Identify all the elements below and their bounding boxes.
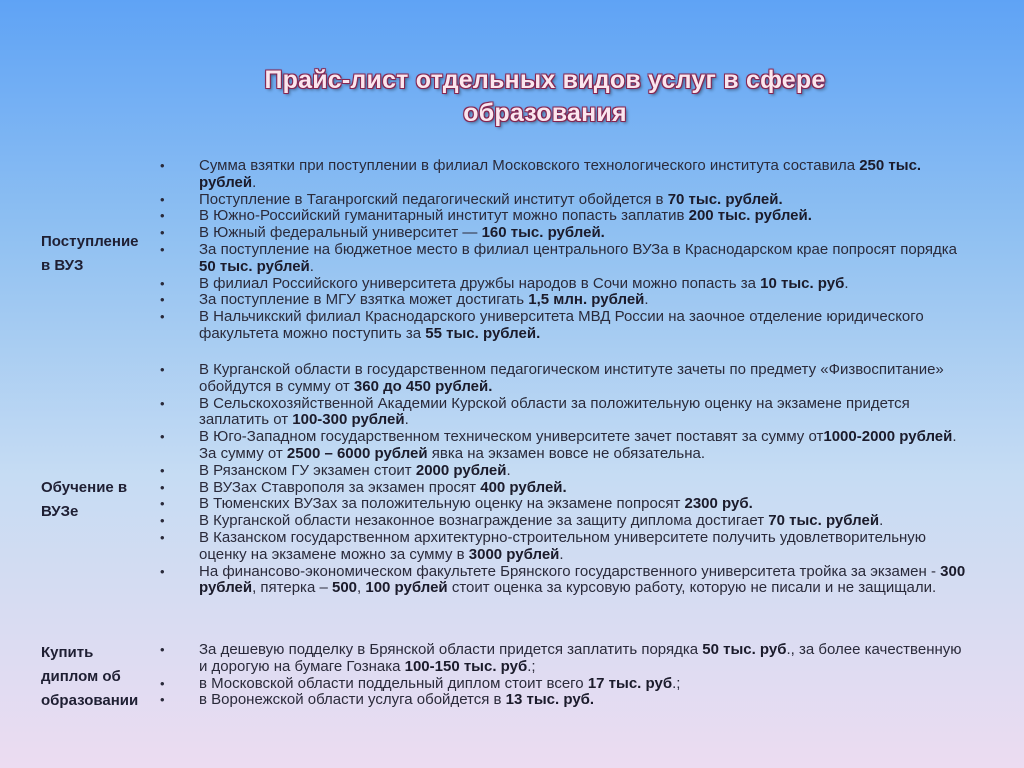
list-item: • Сумма взятки при поступлении в филиал Московского технологического института составила 250 тыс. рублей. bbox=[160, 157, 922, 191]
list-item: • В Нальчикский филиал Краснодарского университета МВД России на заочное отделение юридического факультета можно поступить за 55 тыс. рублей. bbox=[160, 308, 924, 342]
list-item: • В Тюменских ВУЗах за положительную оценку на экзамене попросят 2300 руб. bbox=[160, 495, 753, 513]
list-item: • В ВУЗах Ставрополя за экзамен просят 400 рублей. bbox=[160, 478, 567, 496]
list-item: • Поступление в Таганрогский педагогический институт обойдется в 70 тыс. рублей. bbox=[160, 190, 783, 208]
list-item: • В филиал Российского университета дружбы народов в Сочи можно попасть за 10 тыс. руб. bbox=[160, 274, 849, 292]
list-item: • в Московской области поддельный диплом стоит всего 17 тыс. руб.; bbox=[160, 674, 681, 692]
list-item: • В Сельскохозяйственной Академии Курской области за положительную оценку на экзамене придется заплатить от 100-300 рублей. bbox=[160, 394, 910, 429]
list-item: • В Казанском государственном архитектурно-строительном университете получить удовлетворительную оценку на экзамене можно за сумму в 3000 рублей. bbox=[160, 528, 927, 563]
section-label-diploma: Купить диплом об образовании bbox=[41, 644, 139, 709]
list-item: • За дешевую подделку в Брянской области придется заплатить порядка 50 тыс. руб., за более качественную и дорогую на бумаге Гознака 100-150 тыс. руб.; bbox=[160, 641, 962, 675]
list-item: • в Воронежской области услуга обойдется в 13 тыс. руб. bbox=[160, 691, 595, 709]
admission-list bbox=[0, 158, 1024, 343]
list-item: • В Юго-Западном государственном техническом университете зачет поставят за сумму от1000-2000 рублей. За сумму от 2500 – 6000 рублей явка на экзамен вовсе не обязательна. bbox=[160, 428, 957, 462]
title-line-1: Прайс-лист отдельных видов услуг в сфере bbox=[264, 66, 826, 94]
list-item: • За поступление в МГУ взятка может достигать 1,5 млн. рублей. bbox=[160, 291, 649, 309]
title-line-2: образования bbox=[463, 99, 627, 127]
list-item: • В Курганской области незаконное вознаграждение за защиту диплома достигает 70 тыс. рублей. bbox=[160, 512, 884, 530]
page-title bbox=[200, 64, 890, 130]
list-item: • В Курганской области в государственном педагогическом институте зачеты по предмету «Физвоспитание» обойдутся в сумму от 360 до 450 рублей. bbox=[160, 361, 944, 395]
list-item: • В Южный федеральный университет — 160 тыс. рублей. bbox=[160, 224, 605, 242]
study-list bbox=[0, 362, 1024, 597]
list-item: • В Южно-Российский гуманитарный институт можно попасть заплатив 200 тыс. рублей. bbox=[160, 207, 812, 225]
section-label-admission: Поступление в ВУЗ bbox=[41, 233, 139, 274]
section-label-study: Обучение в ВУЗе bbox=[41, 479, 128, 520]
list-item: • На финансово-экономическом факультете Брянского государственного университета тройка за экзамен - 300 рублей, пятерка – 500, 100 рублей стоит оценка за курсовую работу, которую не писали и не защищали. bbox=[160, 562, 966, 597]
list-item: • В Рязанском ГУ экзамен стоит 2000 рублей. bbox=[160, 461, 511, 479]
diploma-list bbox=[0, 642, 1024, 709]
list-item: • За поступление на бюджетное место в филиал центрального ВУЗа в Краснодарском крае попросят порядка 50 тыс. рублей. bbox=[160, 240, 958, 275]
